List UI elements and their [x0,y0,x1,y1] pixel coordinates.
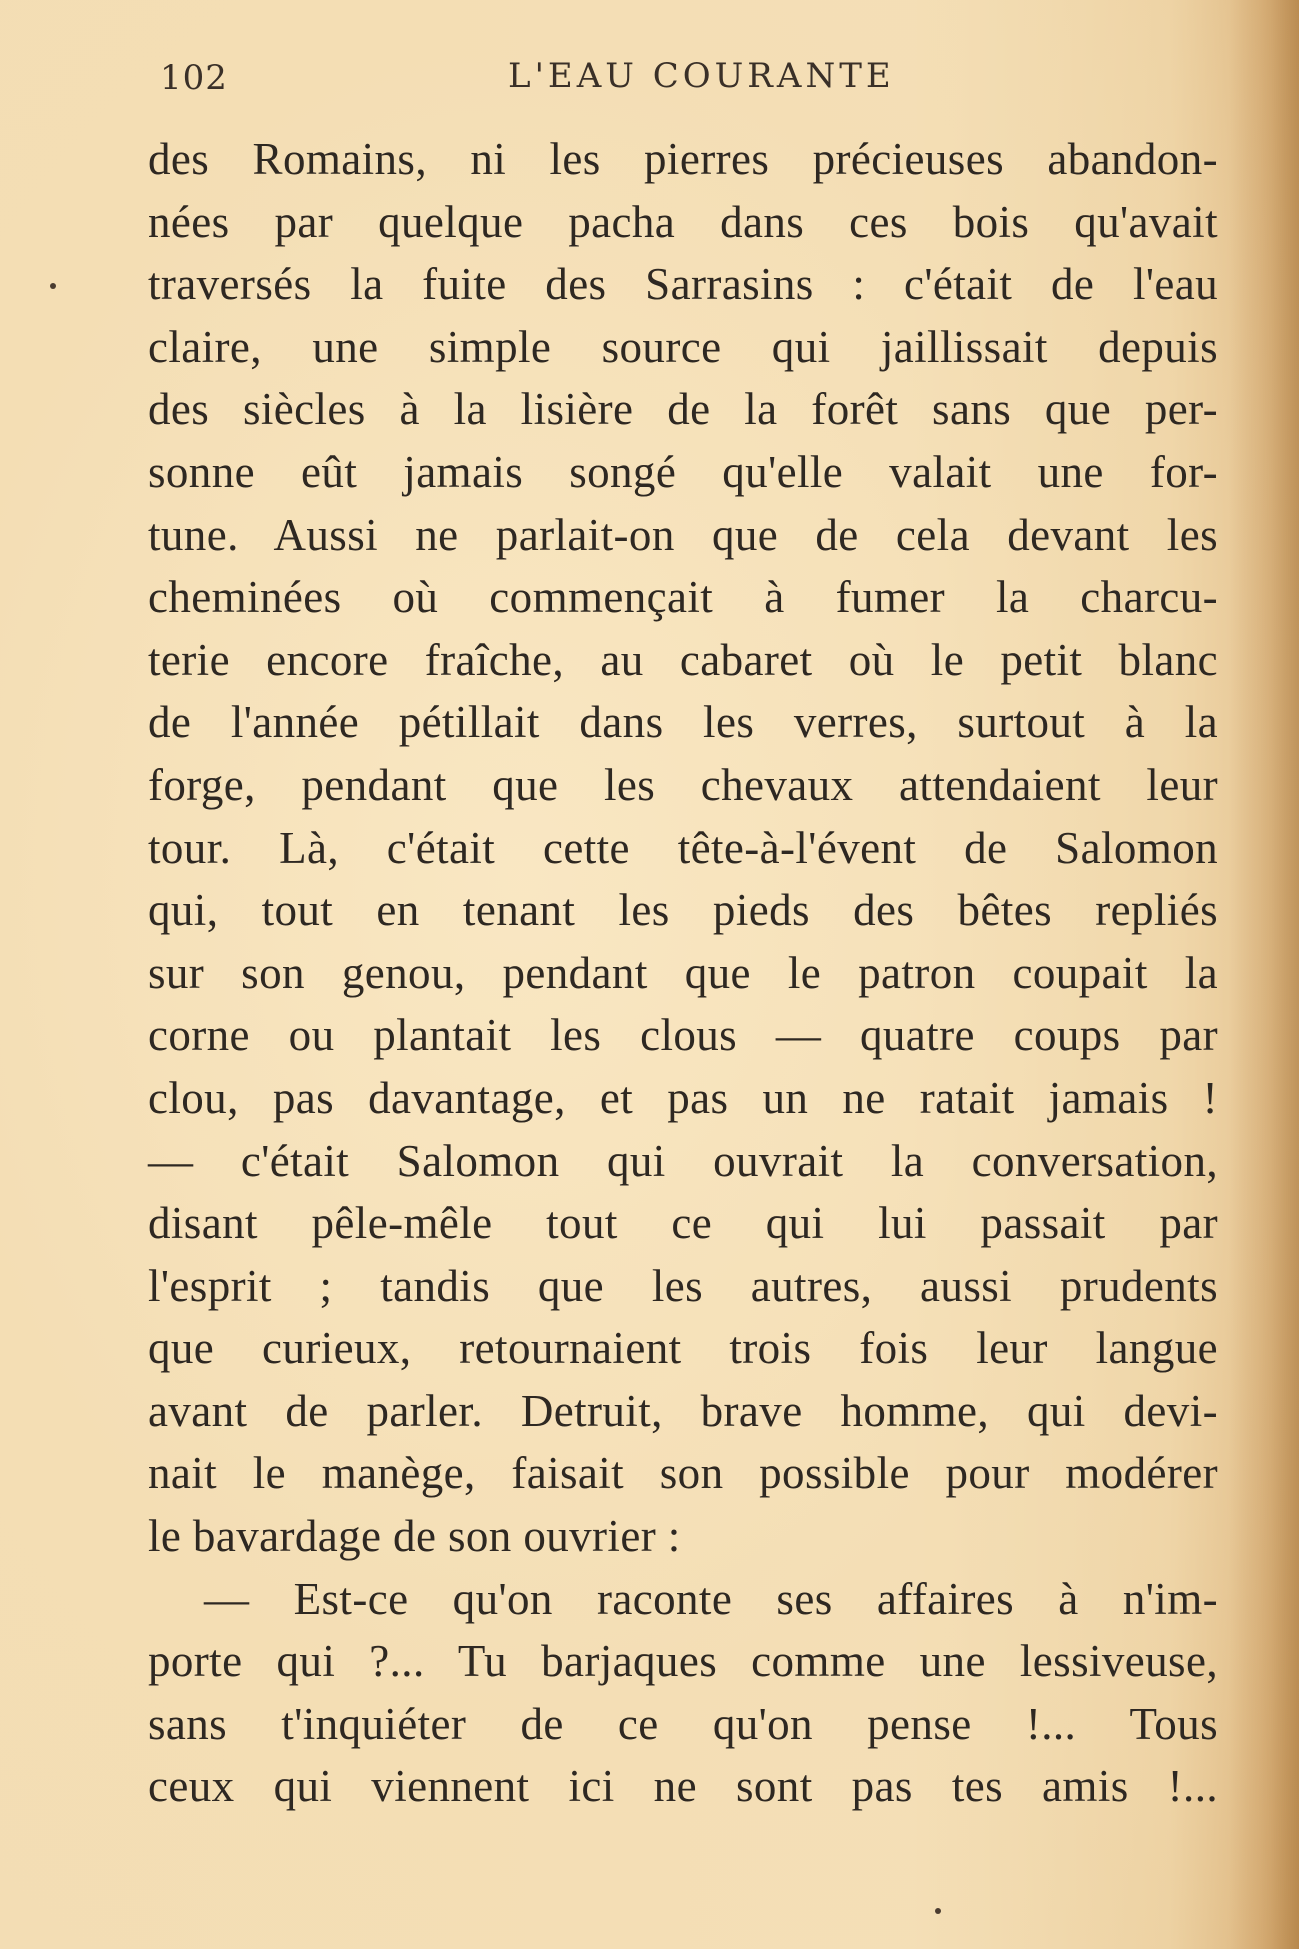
text-line: tune. Aussi ne parlait-on que de cela devant les [148,509,1218,560]
page-edge-shadow [1229,0,1299,1949]
text-line: qui, tout en tenant les pieds des bêtes repliés [148,885,1218,936]
text-line: le bavardage de son ouvrier : [148,1511,681,1562]
text-line: des Romains, ni les pierres précieuses abandon- [148,134,1218,184]
text-line: — Est-ce qu'on raconte ses affaires à n'im- [204,1573,1218,1624]
page-number: 102 [160,58,228,98]
text-line: corne ou plantait les clous — quatre coups par [148,1010,1218,1061]
text-line: — c'était Salomon qui ouvrait la conversation, [148,1135,1218,1186]
text-line: des siècles à la lisière de la forêt sans que per- [148,384,1218,435]
text-line: sur son genou, pendant que le patron coupait la [148,947,1218,998]
ink-speck [935,1908,941,1914]
page-header [160,48,1180,108]
text-line: de l'année pétillait dans les verres, surtout à la [148,697,1218,748]
text-line: ceux qui viennent ici ne sont pas tes amis !... [148,1761,1218,1812]
text-line: clou, pas davantage, et pas un ne ratait jamais ! [148,1072,1218,1123]
text-line: tour. Là, c'était cette tête-à-l'évent de Salomon [148,822,1218,873]
text-line: forge, pendant que les chevaux attendaient leur [148,759,1218,810]
body-text [148,128,1218,1818]
running-title: L'EAU COURANTE [508,56,895,96]
text-line: nées par quelque pacha dans ces bois qu'avait [148,196,1218,247]
text-line: traversés la fuite des Sarrasins : c'était de l'eau [148,259,1218,310]
text-line: disant pêle-mêle tout ce qui lui passait par [148,1198,1218,1249]
text-line: cheminées où commençait à fumer la charcu- [148,572,1218,623]
text-line: terie encore fraîche, au cabaret où le petit blanc [148,634,1218,685]
text-line: sans t'inquiéter de ce qu'on pense !... Tous [148,1698,1218,1749]
text-line: porte qui ?... Tu barjaques comme une lessiveuse, [148,1636,1218,1687]
text-line: avant de parler. Detruit, brave homme, qui devi- [148,1385,1218,1436]
text-line: sonne eût jamais songé qu'elle valait une for- [148,446,1218,497]
ink-speck [50,283,56,289]
text-line: l'esprit ; tandis que les autres, aussi prudents [148,1260,1218,1311]
text-line: claire, une simple source qui jaillissait depuis [148,321,1218,372]
text-line: que curieux, retournaient trois fois leur langue [148,1323,1218,1374]
text-line: nait le manège, faisait son possible pour modérer [148,1448,1218,1499]
